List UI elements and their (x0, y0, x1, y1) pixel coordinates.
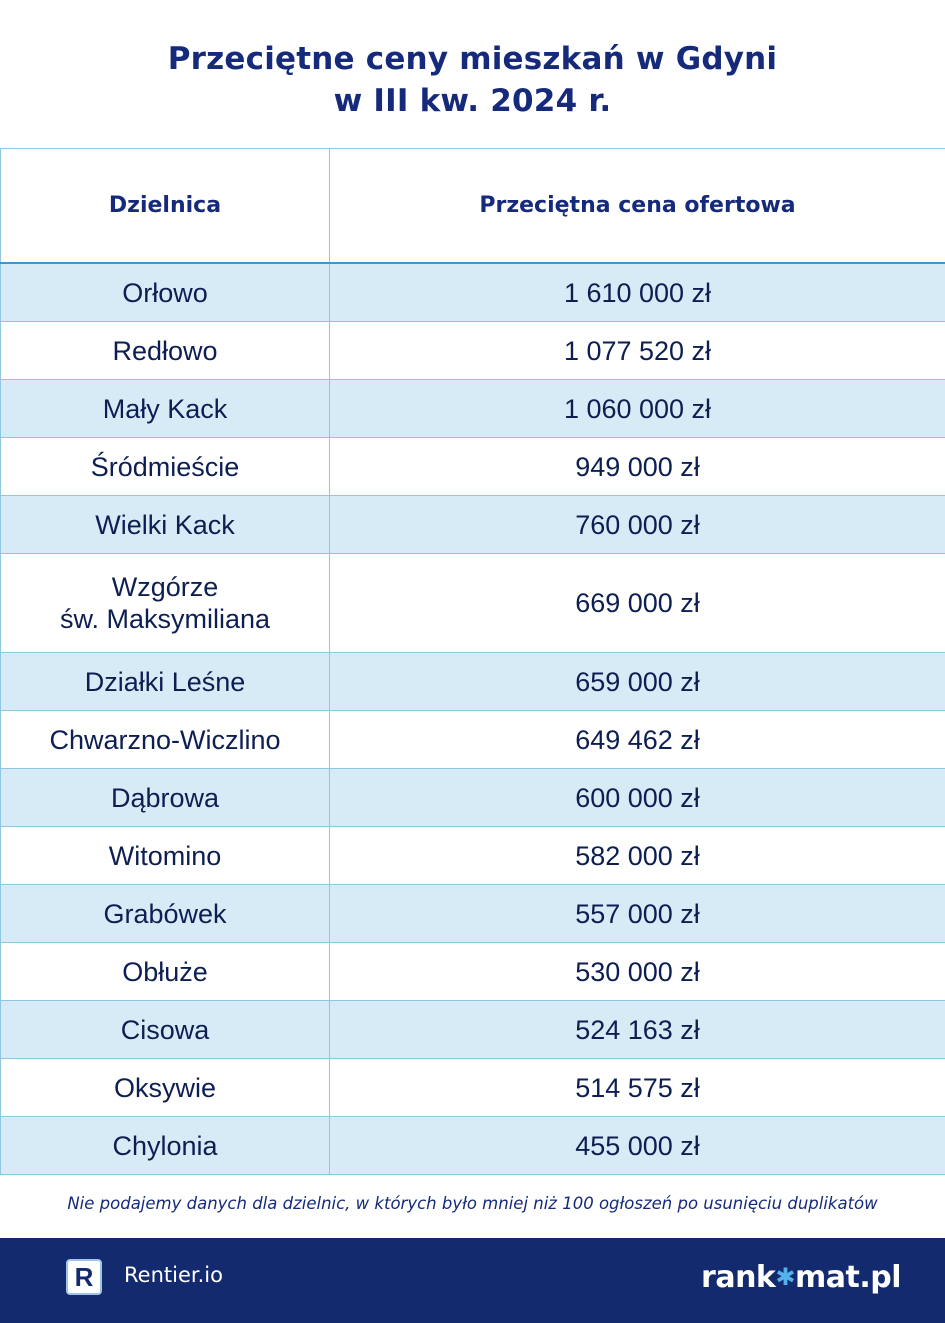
district-cell: Witomino (1, 827, 330, 885)
page-title-line-2: w III kw. 2024 r. (333, 83, 612, 119)
district-name-line-1: Wzgórze (111, 572, 219, 602)
price-cell: 1 610 000 zł (330, 263, 945, 322)
price-cell: 669 000 zł (330, 554, 945, 653)
price-cell: 557 000 zł (330, 885, 945, 943)
district-cell: Grabówek (1, 885, 330, 943)
rankomat-logo-text-end: mat.pl (795, 1260, 901, 1295)
rentier-logo-icon: R (66, 1259, 102, 1295)
price-cell: 524 163 zł (330, 1001, 945, 1059)
rentier-logo-text: Rentier.io (124, 1263, 223, 1287)
column-header-price: Przeciętna cena ofertowa (330, 149, 945, 264)
table-row (1, 438, 945, 496)
price-cell: 514 575 zł (330, 1059, 945, 1117)
price-table (0, 148, 945, 1175)
page-title-line-1: Przeciętne ceny mieszkań w Gdyni (167, 41, 778, 77)
column-header-district: Dzielnica (1, 149, 330, 264)
table-row (1, 496, 945, 554)
footer-bar (0, 1238, 945, 1323)
district-cell: Działki Leśne (1, 653, 330, 711)
table-row (1, 554, 945, 653)
district-name-line-2: św. Maksymiliana (59, 604, 271, 634)
price-cell: 649 462 zł (330, 711, 945, 769)
district-cell: Śródmieście (1, 438, 330, 496)
table-row (1, 380, 945, 438)
price-cell: 582 000 zł (330, 827, 945, 885)
price-cell: 600 000 zł (330, 769, 945, 827)
district-cell: Mały Kack (1, 380, 330, 438)
price-cell: 760 000 zł (330, 496, 945, 554)
district-cell: Orłowo (1, 263, 330, 322)
table-row (1, 769, 945, 827)
table-row (1, 711, 945, 769)
district-cell: Oksywie (1, 1059, 330, 1117)
price-cell: 455 000 zł (330, 1117, 945, 1175)
price-cell: 1 077 520 zł (330, 322, 945, 380)
price-cell: 659 000 zł (330, 653, 945, 711)
page-title (0, 38, 945, 122)
district-cell (1, 554, 330, 653)
footnote: Nie podajemy danych dla dzielnic, w których było mniej niż 100 ogłoszeń po usunięciu duplikatów (67, 1194, 878, 1213)
table-row (1, 1117, 945, 1175)
district-cell: Obłuże (1, 943, 330, 1001)
price-cell: 1 060 000 zł (330, 380, 945, 438)
table-row (1, 943, 945, 1001)
star-icon: ✱ (775, 1263, 795, 1291)
table-row (1, 827, 945, 885)
rankomat-logo-text-start: rank (701, 1260, 776, 1295)
district-cell: Chylonia (1, 1117, 330, 1175)
table-row (1, 263, 945, 322)
district-cell: Cisowa (1, 1001, 330, 1059)
district-cell: Chwarzno-Wiczlino (1, 711, 330, 769)
table-row (1, 1059, 945, 1117)
table-header-row (1, 149, 945, 264)
table-row (1, 322, 945, 380)
district-cell: Dąbrowa (1, 769, 330, 827)
table-row (1, 653, 945, 711)
table-row (1, 1001, 945, 1059)
price-cell: 949 000 zł (330, 438, 945, 496)
price-cell: 530 000 zł (330, 943, 945, 1001)
rankomat-logo (701, 1260, 901, 1295)
table-row (1, 885, 945, 943)
district-cell: Redłowo (1, 322, 330, 380)
district-cell: Wielki Kack (1, 496, 330, 554)
